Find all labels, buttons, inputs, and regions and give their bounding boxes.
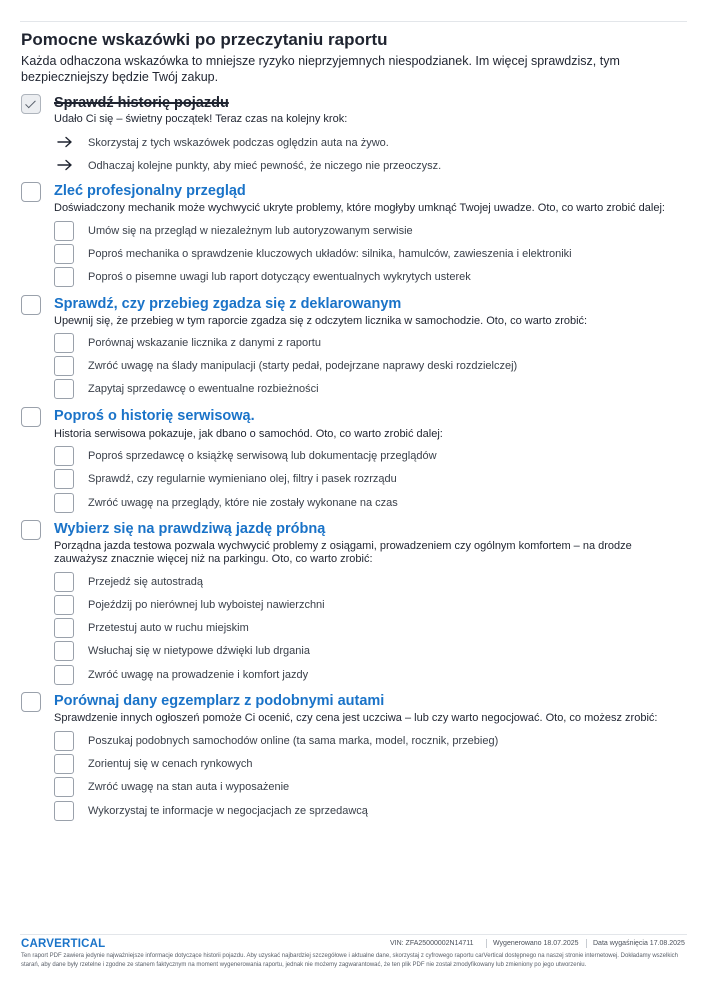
checklist-item[interactable] xyxy=(54,665,674,685)
item-checkbox[interactable] xyxy=(54,493,74,513)
arrow-right-icon xyxy=(57,136,73,148)
section-description: Sprawdzenie innych ogłoszeń pomoże Ci ocenić, czy cena jest uczciwa – lub czy warto negocjować. Oto, co możesz zrobić: xyxy=(54,712,658,724)
item-checkbox[interactable] xyxy=(54,221,74,241)
section-description: Porządna jazda testowa pozwala wychwycić problemy z osiągami, prowadzeniem czy ogólnym komfortem – na drodze zauważysz znacznie więcej niż na parkingu. Oto, co warto zrobić: xyxy=(54,540,632,565)
footer-separator xyxy=(586,939,587,948)
section-title: Sprawdź, czy przebieg zgadza się z deklarowanym xyxy=(54,296,402,312)
item-label: Przejedź się autostradą xyxy=(88,576,203,588)
checklist-item[interactable] xyxy=(54,777,674,797)
item-label: Poszukaj podobnych samochodów online (ta sama marka, model, rocznik, przebieg) xyxy=(88,735,499,747)
item-label: Poproś o pisemne uwagi lub raport dotyczący ewentualnych wykrytych usterek xyxy=(88,271,471,283)
checklist-item[interactable] xyxy=(54,244,674,264)
vin-label: VIN: ZFA25000002N14711 xyxy=(390,940,474,947)
item-checkbox[interactable] xyxy=(54,333,74,353)
item-label: Wsłuchaj się w nietypowe dźwięki lub drgania xyxy=(88,645,310,657)
section-title: Zleć profesjonalny przegląd xyxy=(54,183,246,199)
checklist-item[interactable] xyxy=(54,267,674,287)
checklist-item[interactable] xyxy=(54,446,674,466)
item-checkbox[interactable] xyxy=(54,379,74,399)
footer-divider xyxy=(20,934,687,935)
checklist-item[interactable] xyxy=(54,801,674,821)
item-label: Zwróć uwagę na stan auta i wyposażenie xyxy=(88,781,290,793)
item-checkbox[interactable] xyxy=(54,777,74,797)
section-checkbox[interactable] xyxy=(21,407,41,427)
arrow-right-icon xyxy=(57,159,73,171)
item-checkbox[interactable] xyxy=(54,595,74,615)
item-label: Poproś mechanika o sprawdzenie kluczowych układów: silnika, hamulców, zawieszenia i elektroniki xyxy=(88,248,572,260)
section-description: Upewnij się, że przebieg w tym raporcie zgadza się z odczytem licznika w samochodzie. Oto, co warto zrobić: xyxy=(54,315,588,327)
item-label: Wykorzystaj te informacje w negocjacjach ze sprzedawcą xyxy=(88,805,368,817)
footer-disclaimer: Ten raport PDF zawiera jedynie najważniejsze informacje dotyczące historii pojazdu. Aby uzyskać najbardziej szczegółowe i aktualne dane, skorzystaj z cyfrowego raportu carVertical dostępnego na naszej stronie internetowej. Dokładamy wszelkich starań, aby dane były rzetelne i zgodne ze stanem faktycznym na moment wygenerowania raportu, jednak nie możemy zagwarantować, że ten plik PDF nie został zmodyfikowany lub zmieniony po jego utworzeniu. xyxy=(21,953,678,968)
item-label: Zwróć uwagę na przeglądy, które nie zostały wykonane na czas xyxy=(88,497,398,509)
list-item xyxy=(54,156,674,176)
item-checkbox[interactable] xyxy=(54,446,74,466)
item-checkbox[interactable] xyxy=(54,618,74,638)
item-label: Zwróć uwagę na ślady manipulacji (starty pedał, podejrzane naprawy deski rozdzielczej) xyxy=(88,360,518,372)
item-label: Sprawdź, czy regularnie wymieniano olej, filtry i pasek rozrządu xyxy=(88,473,397,485)
item-checkbox[interactable] xyxy=(54,801,74,821)
checklist-item[interactable] xyxy=(54,641,674,661)
section-description: Historia serwisowa pokazuje, jak dbano o samochód. Oto, co warto zrobić dalej: xyxy=(54,428,443,440)
page-title: Pomocne wskazówki po przeczytaniu raportu xyxy=(21,30,388,49)
checklist-item[interactable] xyxy=(54,618,674,638)
list-item xyxy=(54,133,674,153)
item-checkbox[interactable] xyxy=(54,267,74,287)
item-label: Zorientuj się w cenach rynkowych xyxy=(88,758,253,770)
section-checkbox[interactable] xyxy=(21,692,41,712)
checklist-item[interactable] xyxy=(54,379,674,399)
checklist-item[interactable] xyxy=(54,493,674,513)
section-title: Porównaj dany egzemplarz z podobnymi autami xyxy=(54,693,385,709)
item-checkbox[interactable] xyxy=(54,356,74,376)
item-label: Zapytaj sprzedawcę o ewentualne rozbieżności xyxy=(88,383,319,395)
item-checkbox[interactable] xyxy=(54,665,74,685)
item-checkbox[interactable] xyxy=(54,244,74,264)
expiry-date: Data wygaśnięcia 17.08.2025 xyxy=(593,940,685,947)
item-label: Poproś sprzedawcę o książkę serwisową lub dokumentację przeglądów xyxy=(88,450,437,462)
checklist-item[interactable] xyxy=(54,469,674,489)
checklist-item[interactable] xyxy=(54,731,674,751)
item-checkbox[interactable] xyxy=(54,731,74,751)
item-label: Pojeździj po nierównej lub wyboistej nawierzchni xyxy=(88,599,325,611)
item-label: Porównaj wskazanie licznika z danymi z raportu xyxy=(88,337,321,349)
checklist-item[interactable] xyxy=(54,754,674,774)
item-label: Przetestuj auto w ruchu miejskim xyxy=(88,622,249,634)
brand-logo: CARVERTICAL xyxy=(21,938,106,950)
section-title: Sprawdź historię pojazdu xyxy=(54,95,229,111)
checklist-item[interactable] xyxy=(54,356,674,376)
section-title: Wybierz się na prawdziwą jazdę próbną xyxy=(54,521,326,537)
item-checkbox[interactable] xyxy=(54,572,74,592)
section-checkbox[interactable] xyxy=(21,295,41,315)
checklist-item[interactable] xyxy=(54,221,674,241)
section-title: Poproś o historię serwisową. xyxy=(54,408,255,424)
section-description: Udało Ci się – świetny początek! Teraz czas na kolejny krok: xyxy=(54,113,348,125)
checklist-item[interactable] xyxy=(54,595,674,615)
item-checkbox[interactable] xyxy=(54,641,74,661)
section-description: Doświadczony mechanik może wychwycić ukryte problemy, które mogłyby umknąć Twojej uwadze. Oto, co warto zrobić dalej: xyxy=(54,202,665,214)
section-checkbox[interactable] xyxy=(21,182,41,202)
section-checkbox-checked[interactable] xyxy=(21,94,41,114)
top-divider xyxy=(20,21,687,22)
item-label: Umów się na przegląd w niezależnym lub autoryzowanym serwisie xyxy=(88,225,413,237)
checklist-item[interactable] xyxy=(54,333,674,353)
item-checkbox[interactable] xyxy=(54,754,74,774)
item-label: Odhaczaj kolejne punkty, aby mieć pewność, że niczego nie przeoczysz. xyxy=(88,160,442,172)
generated-date: Wygenerowano 18.07.2025 xyxy=(493,940,579,947)
item-checkbox[interactable] xyxy=(54,469,74,489)
section-checkbox[interactable] xyxy=(21,520,41,540)
item-label: Zwróć uwagę na prowadzenie i komfort jazdy xyxy=(88,669,309,681)
checklist-item[interactable] xyxy=(54,572,674,592)
item-label: Skorzystaj z tych wskazówek podczas oględzin auta na żywo. xyxy=(88,137,389,149)
footer-separator xyxy=(486,939,487,948)
page-intro: Każda odhaczona wskazówka to mniejsze ryzyko nieprzyjemnych niespodzianek. Im więcej sprawdzisz, tym bezpieczniejszy będzie Twój zakup. xyxy=(21,54,620,84)
